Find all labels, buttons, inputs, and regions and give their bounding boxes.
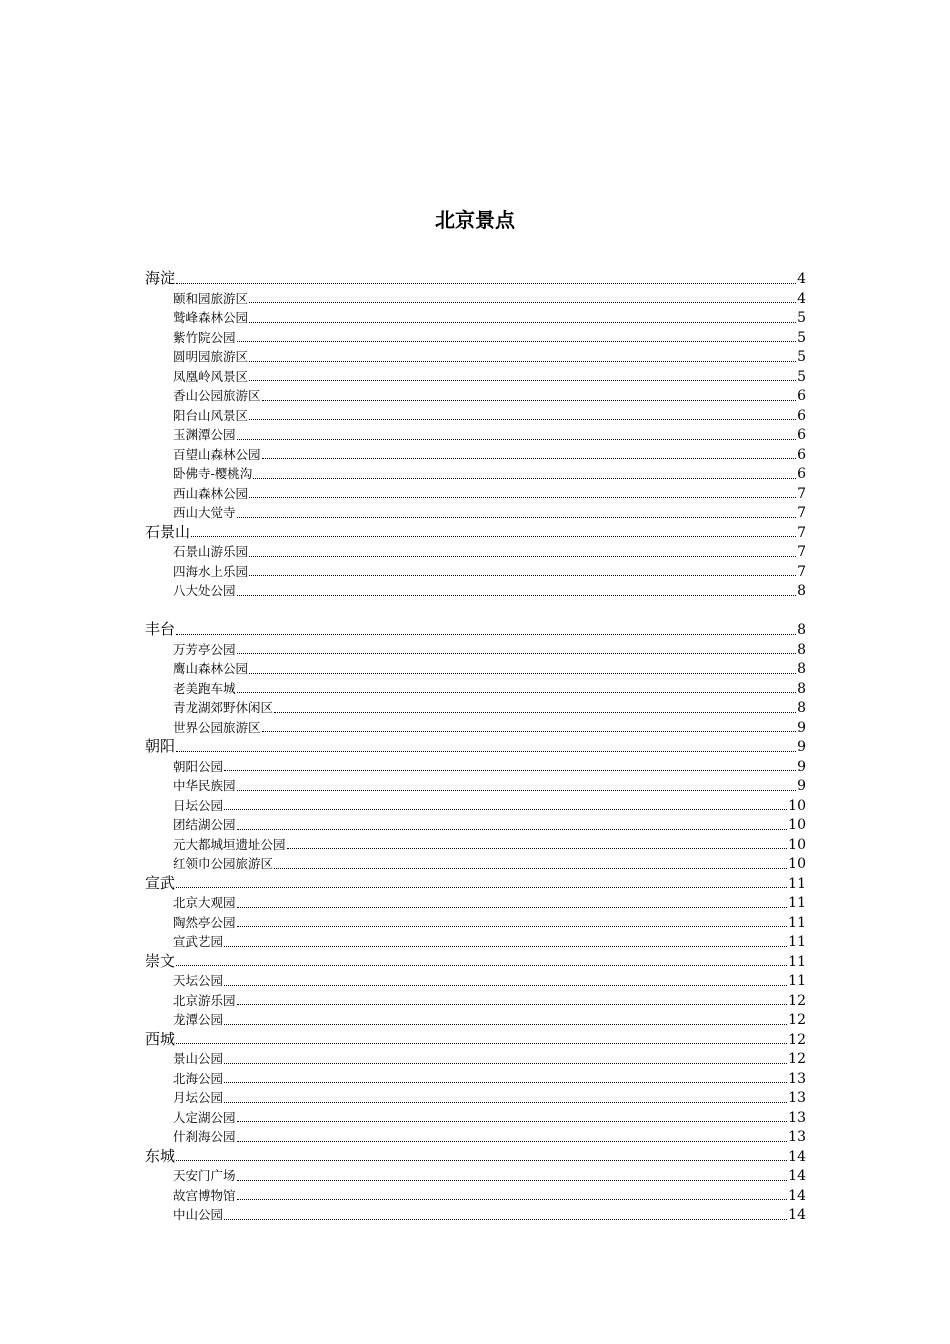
dot-leader [262,458,797,459]
toc-entry-label: 西山大觉寺 [173,505,236,520]
dot-leader [176,965,787,966]
toc-page-number: 8 [797,700,806,716]
dot-leader [224,985,787,986]
toc-page-number: 8 [797,641,806,658]
toc-entry-label: 圆明园旅游区 [173,349,249,364]
toc-attraction-entry[interactable] [145,1186,806,1206]
dot-leader [237,595,797,596]
dot-leader [274,868,787,869]
toc-entry-label: 西城 [145,1029,176,1048]
dot-leader [176,751,796,752]
toc-attraction-entry[interactable] [145,1069,806,1089]
toc-entry-label: 丰台 [145,620,176,638]
toc-entry-label: 龙潭公园 [173,1012,224,1027]
toc-page-number: 7 [797,505,806,521]
toc-attraction-entry[interactable] [145,1166,806,1186]
toc-page-number: 6 [797,427,806,443]
dot-leader [249,322,796,323]
dot-leader [224,1219,787,1220]
toc-page-number: 11 [788,875,806,892]
toc-page-number: 10 [788,856,806,872]
dot-leader [237,907,788,908]
toc-attraction-entry[interactable] [145,445,806,465]
toc-entry-label: 卧佛寺-樱桃沟 [173,466,253,481]
dot-leader [237,1004,788,1005]
toc-attraction-entry[interactable] [145,1205,806,1225]
toc-attraction-entry[interactable] [145,776,806,796]
toc-page-number: 5 [797,329,806,346]
toc-entry-label: 阳台山风景区 [173,407,249,423]
toc-district-entry[interactable] [145,620,806,640]
toc-district-entry[interactable] [145,523,806,543]
toc-attraction-entry[interactable] [145,913,806,933]
toc-page-number: 11 [788,973,806,989]
toc-page-number: 8 [797,680,806,697]
dot-leader [224,1082,787,1083]
toc-entry-label: 紫竹院公园 [173,329,236,345]
page-title: 北京景点 [435,208,515,232]
toc-page-number: 14 [788,1168,806,1184]
toc-entry-label: 青龙湖郊野休闲区 [173,700,274,715]
toc-page-number: 6 [797,446,806,463]
toc-entry-label: 西山森林公园 [173,485,249,501]
toc-entry-label: 宣武 [145,873,176,892]
toc-entry-label: 朝阳公园 [173,758,224,774]
toc-attraction-entry[interactable] [145,757,806,777]
toc-attraction-entry[interactable] [145,581,806,601]
toc-entry-label: 老美跑车城 [173,680,236,696]
toc-attraction-entry[interactable] [145,328,806,348]
toc-district-entry[interactable] [145,737,806,757]
toc-page-number: 11 [788,934,806,950]
toc-entry-label: 元大都城垣遗址公园 [173,836,286,852]
toc-attraction-entry[interactable] [145,698,806,718]
toc-attraction-entry[interactable] [145,1127,806,1147]
toc-entry-label: 人定湖公园 [173,1109,236,1125]
dot-leader [224,809,787,810]
toc-page-number: 14 [788,1207,806,1223]
dot-leader [249,380,796,381]
section-spacer [145,601,806,621]
toc-entry-label: 北海公园 [173,1070,224,1086]
toc-district-entry[interactable] [145,1030,806,1050]
toc-district-entry[interactable] [145,1147,806,1167]
dot-leader [176,1160,787,1161]
toc-entry-label: 凤凰岭风景区 [173,368,249,384]
toc-page-number: 6 [797,388,806,404]
toc-attraction-entry[interactable] [145,1010,806,1030]
toc-page-number: 13 [788,1070,806,1087]
dot-leader [237,926,788,927]
toc-page-number: 5 [797,310,806,326]
toc-page-number: 12 [788,1012,806,1028]
toc-page-number: 7 [797,485,806,502]
dot-leader [176,1043,787,1044]
toc-entry-label: 团结湖公园 [173,817,236,832]
dot-leader [224,1102,787,1103]
dot-leader [237,341,797,342]
toc-page-number: 8 [797,583,806,599]
toc-entry-label: 日坛公园 [173,797,224,813]
dot-leader [249,361,796,362]
toc-entry-label: 鹰山森林公园 [173,661,249,676]
toc-entry-label: 北京大观园 [173,895,236,910]
toc-attraction-entry[interactable] [145,971,806,991]
toc-attraction-entry[interactable] [145,406,806,426]
toc-district-entry[interactable] [145,269,806,289]
dot-leader [176,634,796,635]
toc-entry-label: 石景山游乐园 [173,544,249,559]
toc-entry-label: 海淀 [145,269,176,287]
toc-page-number: 12 [788,1051,806,1067]
toc-attraction-entry[interactable] [145,854,806,874]
toc-attraction-entry[interactable] [145,308,806,328]
dot-leader [237,1141,788,1142]
toc-page-number: 13 [788,1090,806,1106]
toc-attraction-entry[interactable] [145,835,806,855]
dot-leader [287,848,788,849]
toc-entry-label: 天坛公园 [173,973,224,988]
toc-page-number: 7 [797,524,806,541]
dot-leader [191,536,796,537]
toc-page-number: 11 [788,895,806,911]
toc-page-number: 10 [788,817,806,833]
toc-entry-label: 八大处公园 [173,583,236,598]
toc-page-number: 11 [788,953,806,970]
dot-leader [262,400,797,401]
dot-leader [176,887,787,888]
toc-attraction-entry[interactable] [145,484,806,504]
toc-attraction-entry[interactable] [145,562,806,582]
toc-attraction-entry[interactable] [145,718,806,738]
toc-entry-label: 北京游乐园 [173,992,236,1008]
toc-page-number: 9 [797,758,806,775]
dot-leader [253,478,796,479]
dot-leader [237,829,788,830]
toc-page-number: 9 [797,719,806,736]
dot-leader [237,1199,788,1200]
toc-entry-label: 玉渊潭公园 [173,427,236,442]
toc-attraction-entry[interactable] [145,815,806,835]
toc-page-number: 4 [797,290,806,307]
toc-entry-label: 四海水上乐园 [173,563,249,579]
dot-leader [249,575,796,576]
toc-attraction-entry[interactable] [145,991,806,1011]
dot-leader [237,1121,788,1122]
dot-leader [224,1024,787,1025]
dot-leader [224,946,787,947]
toc-page-number: 6 [797,407,806,424]
toc-entry-label: 朝阳 [145,737,176,755]
toc-entry-label: 中山公园 [173,1207,224,1222]
toc-entry-label: 石景山 [145,522,191,541]
dot-leader [249,556,796,557]
toc-page-number: 14 [788,1187,806,1204]
toc-attraction-entry[interactable] [145,893,806,913]
toc-entry-label: 故宫博物馆 [173,1187,236,1203]
toc-attraction-entry[interactable] [145,1108,806,1128]
toc-page-number: 9 [797,739,806,755]
toc-entry-label: 月坛公园 [173,1090,224,1105]
toc-page-number: 11 [788,914,806,931]
dot-leader [237,653,797,654]
toc-entry-label: 万芳亭公园 [173,641,236,657]
toc-attraction-entry[interactable] [145,542,806,562]
toc-page-number: 13 [788,1129,806,1145]
table-of-contents [145,269,806,1225]
toc-attraction-entry[interactable] [145,659,806,679]
toc-entry-label: 景山公园 [173,1051,224,1066]
toc-page-number: 12 [788,1031,806,1048]
dot-leader [274,712,796,713]
toc-entry-label: 宣武艺园 [173,934,224,949]
toc-page-number: 4 [797,271,806,287]
toc-attraction-entry[interactable] [145,932,806,952]
dot-leader [237,692,797,693]
toc-page-number: 8 [797,622,806,638]
toc-entry-label: 鹫峰森林公园 [173,310,249,325]
toc-entry-label: 颐和园旅游区 [173,290,249,306]
dot-leader [224,770,796,771]
toc-district-entry[interactable] [145,874,806,894]
toc-entry-label: 百望山森林公园 [173,446,261,462]
toc-page-number: 14 [788,1148,806,1165]
toc-attraction-entry[interactable] [145,367,806,387]
dot-leader [237,517,797,518]
toc-district-entry[interactable] [145,952,806,972]
toc-entry-label: 崇文 [145,951,176,970]
toc-page-number: 8 [797,661,806,677]
toc-page-number: 9 [797,778,806,794]
dot-leader [249,673,796,674]
toc-attraction-entry[interactable] [145,1088,806,1108]
toc-attraction-entry[interactable] [145,640,806,660]
toc-attraction-entry[interactable] [145,425,806,445]
dot-leader [237,439,797,440]
toc-page-number: 5 [797,368,806,385]
toc-page-number: 12 [788,992,806,1009]
toc-attraction-entry[interactable] [145,347,806,367]
toc-page-number: 7 [797,544,806,560]
toc-entry-label: 红领巾公园旅游区 [173,856,274,871]
toc-attraction-entry[interactable] [145,1049,806,1069]
toc-attraction-entry[interactable] [145,386,806,406]
toc-entry-label: 陶然亭公园 [173,914,236,930]
dot-leader [262,731,797,732]
toc-page-number: 10 [788,836,806,853]
toc-entry-label: 世界公园旅游区 [173,719,261,735]
toc-page-number: 6 [797,466,806,482]
toc-entry-label: 中华民族园 [173,778,236,793]
dot-leader [249,302,796,303]
toc-entry-label: 香山公园旅游区 [173,388,261,403]
toc-page-number: 5 [797,349,806,365]
dot-leader [237,1180,788,1181]
dot-leader [249,497,796,498]
dot-leader [224,1063,787,1064]
toc-entry-label: 东城 [145,1146,176,1165]
toc-attraction-entry[interactable] [145,796,806,816]
dot-leader [176,283,796,284]
toc-attraction-entry[interactable] [145,503,806,523]
toc-entry-label: 什刹海公园 [173,1129,236,1144]
dot-leader [237,790,797,791]
toc-page-number: 7 [797,563,806,580]
toc-entry-label: 天安门广场 [173,1168,236,1183]
toc-attraction-entry[interactable] [145,679,806,699]
toc-attraction-entry[interactable] [145,464,806,484]
toc-attraction-entry[interactable] [145,289,806,309]
toc-page-number: 13 [788,1109,806,1126]
toc-page-number: 10 [788,797,806,814]
dot-leader [249,419,796,420]
